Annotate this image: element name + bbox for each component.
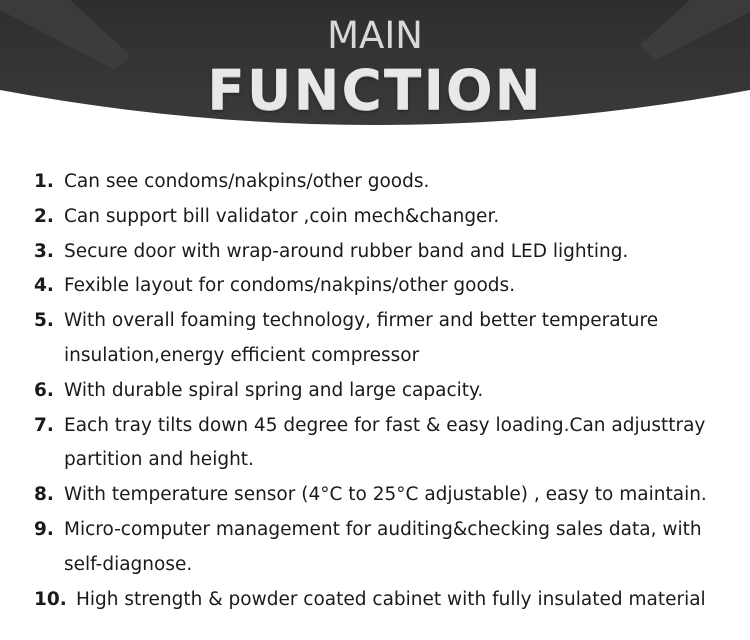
list-item bbox=[34, 304, 744, 374]
item-text: Can support bill validator ,coin mech&changer. bbox=[64, 205, 500, 227]
list-item bbox=[34, 409, 744, 479]
list-item bbox=[34, 269, 744, 304]
item-number: 7. bbox=[34, 414, 54, 436]
list-item bbox=[34, 513, 744, 583]
list-item bbox=[34, 374, 744, 409]
item-number: 10. bbox=[34, 588, 67, 610]
header-banner bbox=[0, 0, 750, 150]
item-number: 2. bbox=[34, 205, 54, 227]
item-number: 8. bbox=[34, 484, 54, 506]
list-item bbox=[34, 583, 744, 618]
list-item bbox=[34, 200, 744, 235]
item-text: Fexible layout for condoms/nakpins/other goods. bbox=[64, 275, 516, 297]
list-item bbox=[34, 165, 744, 200]
item-number: 5. bbox=[34, 310, 54, 332]
item-text: With temperature sensor (4°C to 25°C adjustable) , easy to maintain. bbox=[64, 484, 707, 506]
feature-list bbox=[34, 165, 744, 617]
item-text: With overall foaming technology, firmer and better temperature insulation,energy efficient compressor bbox=[64, 310, 659, 366]
item-number: 3. bbox=[34, 240, 54, 262]
item-text: Can see condoms/nakpins/other goods. bbox=[64, 171, 430, 192]
list-item bbox=[34, 478, 744, 513]
title-main: MAIN bbox=[327, 14, 423, 57]
item-text: High strength & powder coated cabinet with fully insulated material bbox=[76, 588, 706, 610]
item-number: 9. bbox=[34, 518, 54, 540]
title-function: FUNCTION bbox=[207, 58, 543, 122]
item-text: Micro-computer management for auditing&checking sales data, with self-diagnose. bbox=[64, 518, 702, 575]
item-number: 4. bbox=[34, 275, 54, 297]
item-text: Each tray tilts down 45 degree for fast & easy loading.Can adjusttray partition and height. bbox=[64, 414, 706, 471]
item-number: 1. bbox=[34, 171, 54, 192]
list-item bbox=[34, 235, 744, 270]
item-text: Secure door with wrap-around rubber band and LED lighting. bbox=[64, 240, 629, 262]
item-text: With durable spiral spring and large capacity. bbox=[64, 379, 484, 401]
item-number: 6. bbox=[34, 379, 54, 401]
